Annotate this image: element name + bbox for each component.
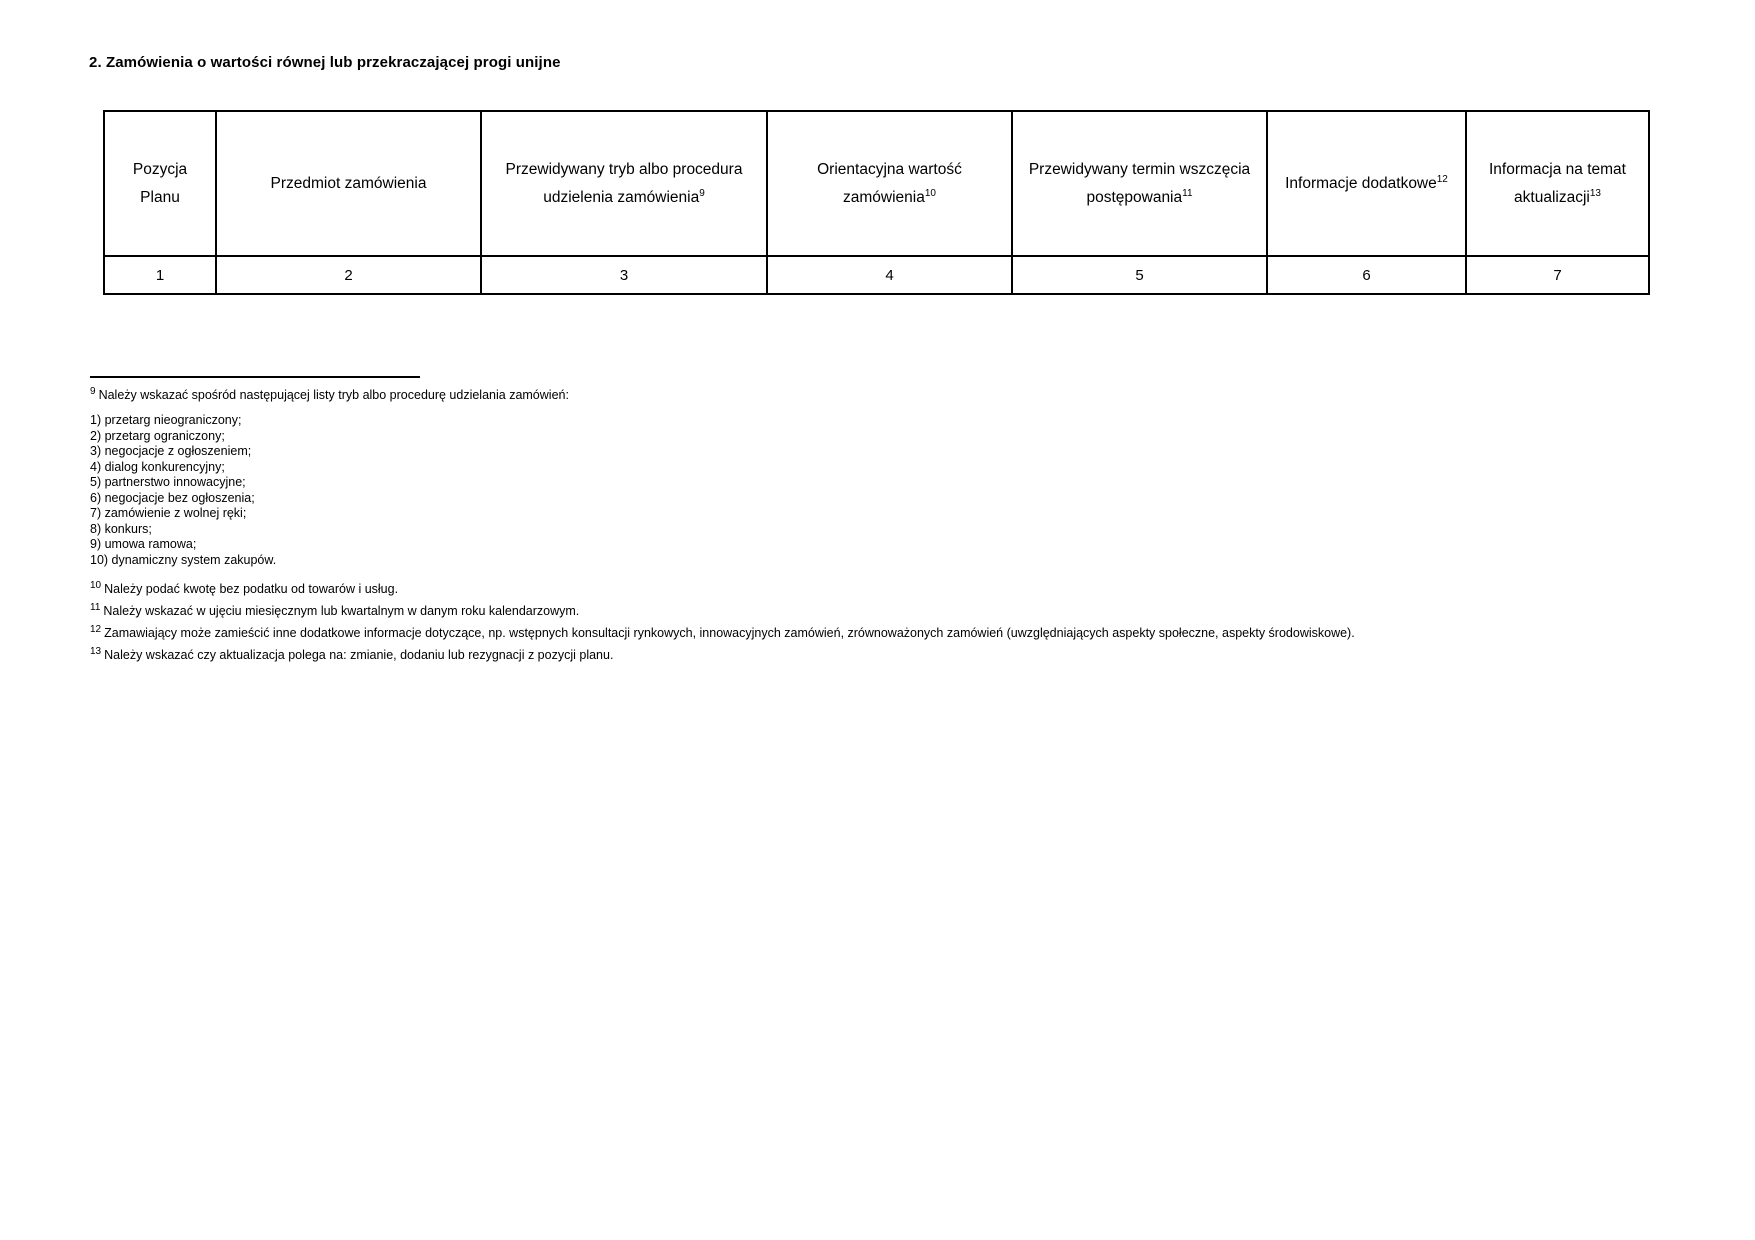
column-number-cell: 7 <box>1466 256 1649 294</box>
footnote-ref: 10 <box>924 187 936 199</box>
list-item: 2) przetarg ograniczony; <box>90 428 225 443</box>
list-item: 10) dynamiczny system zakupów. <box>90 552 277 567</box>
header-label: Informacje dodatkowe <box>1285 174 1437 192</box>
footnote-12-marker: 12 <box>90 623 102 635</box>
footnote-10-marker: 10 <box>90 579 102 591</box>
footnote-13-marker: 13 <box>90 645 102 657</box>
list-item: 7) zamówienie z wolnej ręki; <box>90 506 247 520</box>
header-cell-przedmiot-zamowienia <box>216 111 481 256</box>
section-title: 2. Zamówienia o wartości równej lub przekraczającej progi unijne <box>89 54 561 71</box>
footnote-11-marker: 11 <box>90 601 101 613</box>
list-item: 4) dialog konkurencyjny; <box>90 459 225 474</box>
list-item: 8) konkurs; <box>90 521 152 536</box>
list-item: 3) negocjacje z ogłoszeniem; <box>90 444 252 458</box>
column-number-cell: 1 <box>104 256 216 294</box>
header-label: Przewidywany tryb albo procedura udzielenia zamówienia <box>505 161 743 206</box>
list-item: 9) umowa ramowa; <box>90 537 197 551</box>
footnote-10-text: Należy podać kwotę bez podatku od towarów i usług. <box>104 582 399 596</box>
footnote-ref: 9 <box>699 187 705 199</box>
header-label: Przedmiot zamówienia <box>270 174 427 192</box>
footnote-ref: 12 <box>1436 173 1448 185</box>
header-cell-termin-wszczecia <box>1012 111 1267 256</box>
footnote-9-list <box>90 413 1680 568</box>
header-label: Pozycja Planu <box>132 161 188 206</box>
header-cell-tryb-procedura <box>481 111 767 256</box>
procurement-plan-table <box>103 110 1650 295</box>
header-label: Informacja na temat aktualizacji <box>1489 161 1626 206</box>
footnote-11 <box>90 600 1680 622</box>
footnote-13 <box>90 644 1680 666</box>
table-column-numbers-row <box>104 256 1649 294</box>
column-number-cell: 3 <box>481 256 767 294</box>
header-cell-informacja-aktualizacji <box>1466 111 1649 256</box>
header-label: Przewidywany termin wszczęcia postępowania <box>1028 161 1251 206</box>
column-number-cell: 2 <box>216 256 481 294</box>
list-item: 5) partnerstwo innowacyjne; <box>90 475 246 489</box>
table-header-row <box>104 111 1649 256</box>
column-number-cell: 5 <box>1012 256 1267 294</box>
footnote-12-text: Zamawiający może zamieścić inne dodatkowe informacje dotyczące, np. wstępnych konsultacji rynkowych, innowacyjnych zamówień, zrównoważonych zamówień (uwzględniających aspekty społeczne, aspekty środowiskowe). <box>104 626 1355 640</box>
list-item: 6) negocjacje bez ogłoszenia; <box>90 490 255 505</box>
footnote-ref: 11 <box>1182 187 1193 199</box>
header-cell-informacje-dodatkowe <box>1267 111 1466 256</box>
footnote-9-marker: 9 <box>90 385 96 397</box>
footnote-ref: 13 <box>1589 187 1601 199</box>
footnote-10 <box>90 578 1680 600</box>
header-cell-orientacyjna-wartosc <box>767 111 1012 256</box>
footnotes-section <box>90 376 1680 666</box>
header-cell-pozycja-planu <box>104 111 216 256</box>
column-number-cell: 6 <box>1267 256 1466 294</box>
footnotes-10-13 <box>90 578 1680 666</box>
list-item: 1) przetarg nieograniczony; <box>90 413 242 427</box>
footnote-13-text: Należy wskazać czy aktualizacja polega na: zmianie, dodaniu lub rezygnacji z pozycji planu. <box>104 648 614 662</box>
footnote-9-text: Należy wskazać spośród następującej listy tryb albo procedurę udzielania zamówień: <box>98 388 569 402</box>
footnote-12 <box>90 622 1680 644</box>
footnote-separator-line <box>90 376 420 378</box>
column-number-cell: 4 <box>767 256 1012 294</box>
footnote-9 <box>90 387 1680 404</box>
footnote-11-text: Należy wskazać w ujęciu miesięcznym lub kwartalnym w danym roku kalendarzowym. <box>103 604 580 618</box>
header-label: Orientacyjna wartość zamówienia <box>817 161 962 206</box>
